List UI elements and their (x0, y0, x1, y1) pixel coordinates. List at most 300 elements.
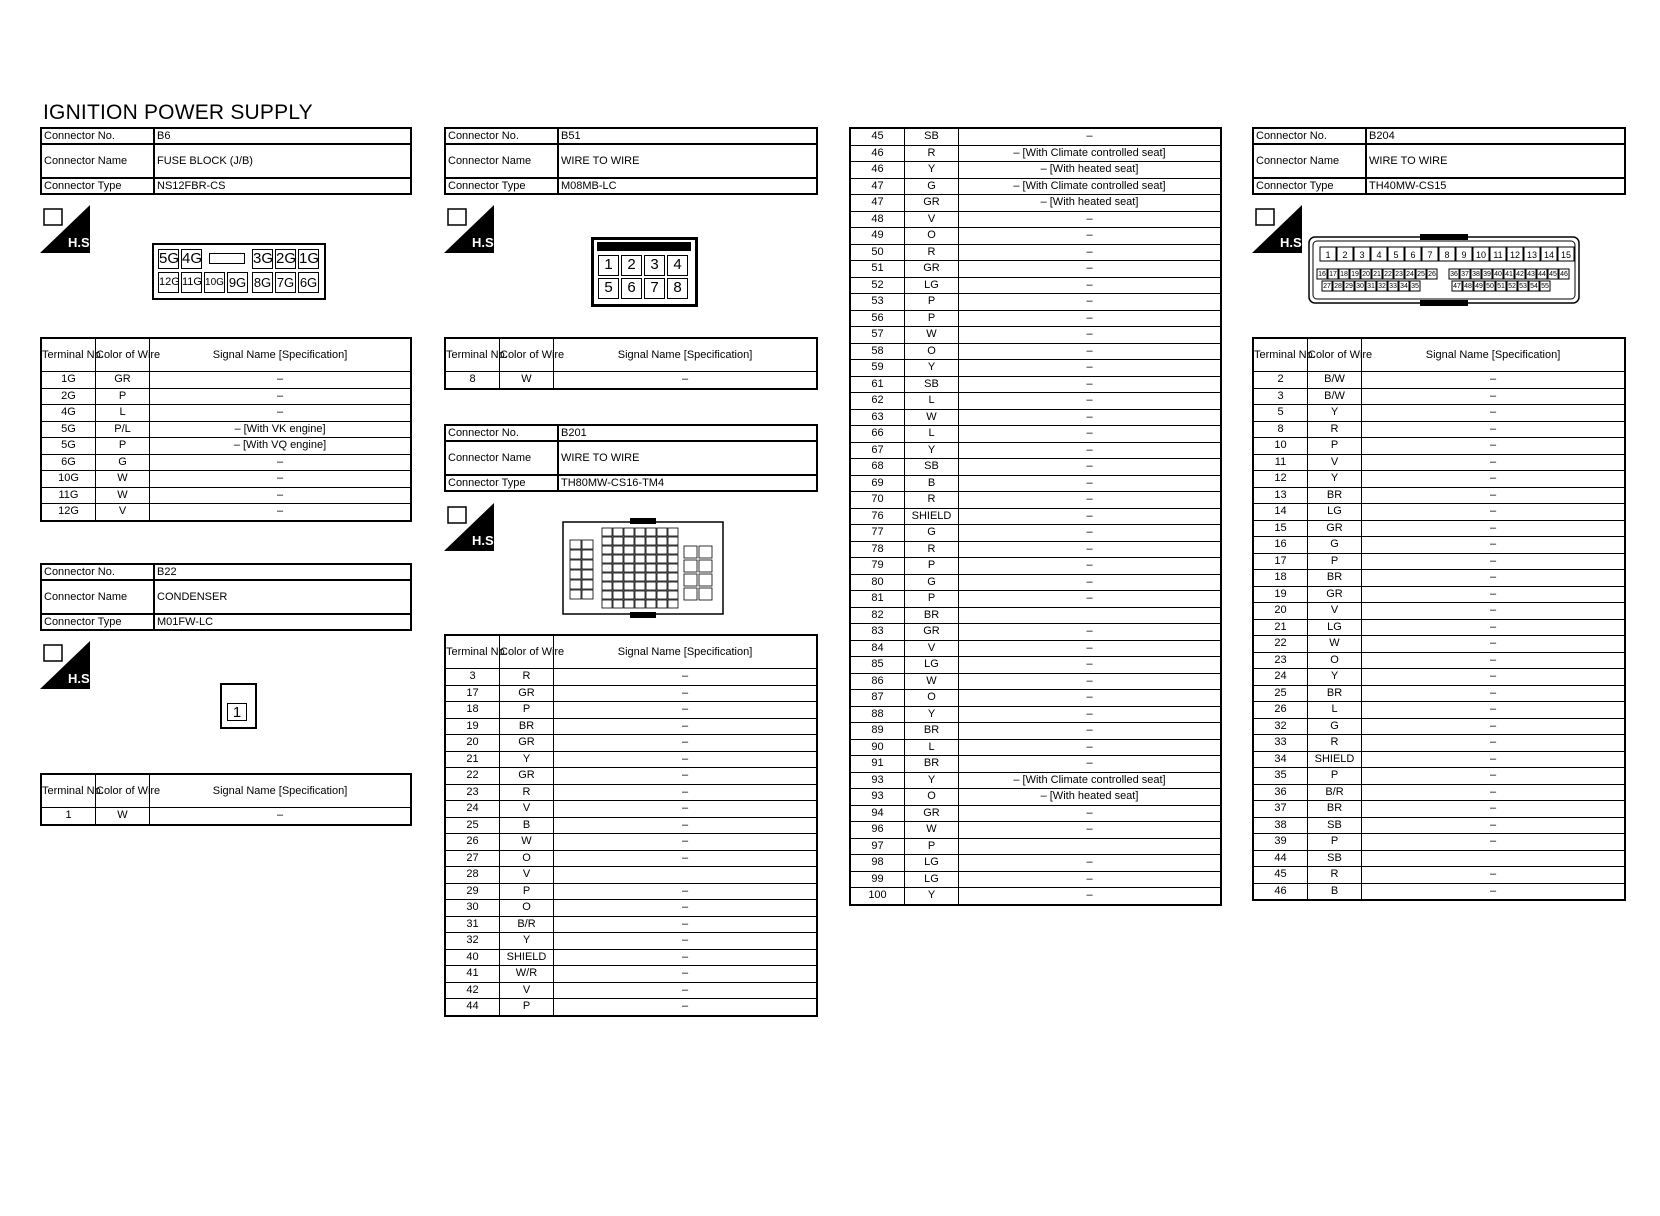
cavity (613, 564, 623, 572)
connector-name-label: Connector Name (41, 144, 154, 178)
signal-name-cell: – (1362, 504, 1626, 521)
terminal-no-cell: 61 (850, 376, 905, 393)
terminal-no-cell: 89 (850, 723, 905, 740)
signal-name-cell: – (554, 883, 818, 900)
pin-label: 23 (1395, 271, 1403, 278)
terminal-no-cell: 15 (1253, 520, 1308, 537)
signal-name-cell: – (1362, 553, 1626, 570)
table-row (445, 834, 817, 851)
pin-label: 44 (1538, 271, 1546, 278)
cavity (699, 560, 712, 572)
signal-name-cell: – (959, 459, 1222, 476)
wire-color-cell: O (500, 900, 554, 917)
wire-color-cell: GR (500, 735, 554, 752)
terminal-no-cell: 45 (1253, 867, 1308, 884)
pin-label: 28 (1334, 283, 1342, 290)
cavity (624, 555, 634, 563)
table-row (850, 376, 1221, 393)
terminal-no-header: Terminal No. (445, 338, 500, 372)
table-row (1253, 586, 1625, 603)
table-row (850, 162, 1221, 179)
cavity (582, 570, 593, 579)
table-row (1253, 751, 1625, 768)
connector-b204-info (1252, 127, 1626, 195)
table-row (850, 657, 1221, 674)
terminal-no-cell: 41 (445, 966, 500, 983)
pin-label: 47 (1453, 283, 1461, 290)
signal-name-cell: – (554, 966, 818, 983)
terminal-no-cell: 68 (850, 459, 905, 476)
signal-name-cell: – (554, 768, 818, 785)
signal-name-cell: – (959, 228, 1222, 245)
pin-label: 14 (1543, 250, 1555, 260)
cavity (570, 550, 581, 559)
signal-name-cell: – (150, 471, 412, 488)
harness-side-icon (444, 205, 498, 253)
terminal-no-cell: 2G (41, 388, 96, 405)
signal-name-cell: – (554, 801, 818, 818)
wire-color-cell: R (500, 784, 554, 801)
terminal-no-cell: 46 (1253, 883, 1308, 900)
signal-name-cell (554, 867, 818, 884)
signal-name-cell: – [With heated seat] (959, 162, 1222, 179)
cavity (635, 582, 645, 590)
signal-name-cell: – (1362, 751, 1626, 768)
cavity (668, 546, 678, 554)
pin-label: 13 (1526, 250, 1538, 260)
wire-color-cell: P (96, 388, 150, 405)
terminal-no-cell: 5 (1253, 405, 1308, 422)
wire-color-cell: B (500, 817, 554, 834)
terminal-no-cell: 80 (850, 574, 905, 591)
connector-b201-face (562, 518, 724, 618)
signal-name-cell: – (554, 817, 818, 834)
signal-name-cell: – (554, 372, 818, 389)
pin-label: 36 (1450, 271, 1458, 278)
cavity (635, 537, 645, 545)
connector-type-label: Connector Type (1253, 178, 1366, 194)
terminal-no-cell: 14 (1253, 504, 1308, 521)
terminal-no-cell: 59 (850, 360, 905, 377)
terminal-table-b51 (444, 337, 818, 390)
table-row (850, 673, 1221, 690)
signal-name-cell: – (1362, 570, 1626, 587)
pin-label: 54 (1530, 283, 1538, 290)
table-row (445, 751, 817, 768)
pin-label: 38 (1472, 271, 1480, 278)
cavity (635, 555, 645, 563)
wire-color-cell: R (905, 492, 959, 509)
terminal-no-cell: 22 (445, 768, 500, 785)
terminal-no-cell: 39 (1253, 834, 1308, 851)
wire-color-cell: Y (1308, 405, 1362, 422)
cavity (699, 546, 712, 558)
pin-label: 41 (1505, 271, 1513, 278)
connector-name-value: FUSE BLOCK (J/B) (154, 144, 411, 178)
terminal-no-cell: 12G (41, 504, 96, 521)
terminal-no-cell: 58 (850, 343, 905, 360)
terminal-no-cell: 63 (850, 409, 905, 426)
pin-label: 4G (182, 250, 203, 267)
table-row (850, 772, 1221, 789)
signal-name-cell: – (959, 690, 1222, 707)
table-row (41, 454, 411, 471)
signal-name-cell: – (1362, 801, 1626, 818)
pin-label: 52 (1508, 283, 1516, 290)
wire-color-cell: Y (1308, 471, 1362, 488)
signal-name-cell: – (959, 376, 1222, 393)
terminal-no-cell: 78 (850, 541, 905, 558)
pin-label: 7 (644, 278, 665, 299)
wire-color-cell: GR (1308, 520, 1362, 537)
pin-label: 3 (644, 255, 665, 276)
signal-header: Signal Name [Specification] (150, 338, 412, 372)
connector-type-value: NS12FBR-CS (154, 178, 411, 194)
signal-name-cell: – (1362, 652, 1626, 669)
terminal-no-cell: 51 (850, 261, 905, 278)
cavity (602, 573, 612, 581)
wire-color-cell: O (905, 228, 959, 245)
terminal-no-cell: 23 (1253, 652, 1308, 669)
table-row (850, 739, 1221, 756)
cavity (684, 560, 697, 572)
connector-no-label: Connector No. (41, 564, 154, 580)
cavity (668, 564, 678, 572)
table-row (850, 541, 1221, 558)
svg-text:H.S.: H.S. (472, 235, 498, 250)
pin-label: 2G (276, 250, 297, 267)
wire-color-cell: P (905, 558, 959, 575)
cavity (668, 537, 678, 545)
cavity (582, 560, 593, 569)
connector-no-value: B51 (558, 128, 817, 144)
wire-color-cell: B (1308, 883, 1362, 900)
signal-name-cell: – (959, 624, 1222, 641)
table-row (1253, 768, 1625, 785)
pin-label: 12 (1509, 250, 1521, 260)
wire-color-cell: P (500, 883, 554, 900)
signal-name-cell: – (150, 808, 412, 825)
table-row (1253, 520, 1625, 537)
wire-color-cell: BR (905, 723, 959, 740)
terminal-no-cell: 37 (1253, 801, 1308, 818)
signal-name-cell: – (959, 360, 1222, 377)
wire-color-cell: W (500, 372, 554, 389)
terminal-no-cell: 44 (445, 999, 500, 1016)
pin-label: 11G (181, 272, 202, 293)
table-row (850, 822, 1221, 839)
signal-name-cell: – (1362, 405, 1626, 422)
table-row (1253, 487, 1625, 504)
terminal-no-cell: 87 (850, 690, 905, 707)
wire-color-cell: R (1308, 421, 1362, 438)
table-row (445, 982, 817, 999)
terminal-no-cell: 26 (445, 834, 500, 851)
table-row (850, 244, 1221, 261)
wire-color-cell: P (96, 438, 150, 455)
svg-text:H.S.: H.S. (1280, 235, 1306, 250)
table-row (1253, 438, 1625, 455)
table-row (850, 756, 1221, 773)
signal-name-cell: – (1362, 735, 1626, 752)
wire-color-cell: SHIELD (905, 508, 959, 525)
terminal-no-cell: 40 (445, 949, 500, 966)
wire-color-cell: P (1308, 438, 1362, 455)
signal-name-cell: – (959, 657, 1222, 674)
table-row (1253, 421, 1625, 438)
terminal-no-cell: 26 (1253, 702, 1308, 719)
wire-color-cell: B/W (1308, 388, 1362, 405)
connector-name-value: WIRE TO WIRE (558, 144, 817, 178)
table-row (850, 409, 1221, 426)
wire-color-cell: SHIELD (500, 949, 554, 966)
cavity (570, 590, 581, 599)
cavity (668, 582, 678, 590)
connector-type-label: Connector Type (445, 475, 558, 491)
cavity (635, 546, 645, 554)
signal-name-cell: – (150, 405, 412, 422)
table-row (445, 949, 817, 966)
pin-label: 29 (1345, 283, 1353, 290)
cavity (635, 591, 645, 599)
cavity (635, 600, 645, 608)
signal-header: Signal Name [Specification] (150, 774, 412, 808)
table-row (445, 900, 817, 917)
pin-label: 55 (1541, 283, 1549, 290)
wire-color-cell: G (905, 178, 959, 195)
terminal-no-cell: 10 (1253, 438, 1308, 455)
cavity (602, 546, 612, 554)
table-row (445, 669, 817, 686)
connector-name-value: WIRE TO WIRE (1366, 144, 1625, 178)
table-row (1253, 652, 1625, 669)
wire-color-cell: LG (1308, 619, 1362, 636)
pin-label: 42 (1516, 271, 1524, 278)
table-row (1253, 669, 1625, 686)
connector-no-label: Connector No. (1253, 128, 1366, 144)
cavity (570, 570, 581, 579)
table-row (1253, 850, 1625, 867)
wire-color-cell: Y (905, 360, 959, 377)
signal-name-cell: – (959, 261, 1222, 278)
terminal-no-cell: 2 (1253, 372, 1308, 389)
terminal-no-cell: 85 (850, 657, 905, 674)
pin-label: 45 (1549, 271, 1557, 278)
cavity (657, 591, 667, 599)
cavity (613, 591, 623, 599)
wire-color-cell: BR (500, 718, 554, 735)
table-row (445, 685, 817, 702)
pin-label: 11 (1493, 250, 1503, 260)
harness-side-icon (1252, 205, 1306, 253)
wire-color-cell: Y (905, 442, 959, 459)
pin-label: 31 (1367, 283, 1375, 290)
table-row (850, 277, 1221, 294)
terminal-no-header: Terminal No. (41, 338, 96, 372)
terminal-no-cell: 27 (445, 850, 500, 867)
table-row (1253, 454, 1625, 471)
table-row (1253, 372, 1625, 389)
cavity (613, 573, 623, 581)
wire-color-cell: LG (1308, 504, 1362, 521)
connector-b22-info (40, 563, 412, 631)
terminal-no-cell: 53 (850, 294, 905, 311)
terminal-no-cell: 23 (445, 784, 500, 801)
cavity (613, 546, 623, 554)
signal-name-cell: – (150, 372, 412, 389)
pin-label: 7G (275, 272, 296, 293)
table-row (1253, 619, 1625, 636)
signal-name-cell: – (959, 294, 1222, 311)
terminal-no-cell: 77 (850, 525, 905, 542)
table-row (850, 426, 1221, 443)
connector-type-value: TH40MW-CS15 (1366, 178, 1625, 194)
table-row (850, 805, 1221, 822)
signal-header: Signal Name [Specification] (1362, 338, 1626, 372)
wire-color-cell: P (905, 838, 959, 855)
wire-color-cell: Y (1308, 669, 1362, 686)
pin-label: 4 (1376, 250, 1382, 260)
signal-name-cell: – (554, 702, 818, 719)
terminal-no-cell: 50 (850, 244, 905, 261)
wire-color-cell: B/W (1308, 372, 1362, 389)
pin-label: 4 (667, 255, 688, 276)
signal-name-cell: – (959, 310, 1222, 327)
signal-name-cell: – [With heated seat] (959, 789, 1222, 806)
table-row (445, 702, 817, 719)
pin-label: 6 (1410, 250, 1416, 260)
wire-color-cell: GR (1308, 586, 1362, 603)
signal-name-cell: – (554, 669, 818, 686)
signal-name-cell: – (1362, 636, 1626, 653)
pin-label: 2 (1342, 250, 1348, 260)
pin-label: 1G (299, 250, 320, 267)
cavity (657, 564, 667, 572)
pin-label: 16 (1318, 271, 1326, 278)
cavity (624, 600, 634, 608)
cavity (646, 582, 656, 590)
terminal-no-cell: 56 (850, 310, 905, 327)
terminal-table-b6 (40, 337, 412, 522)
cavity (646, 546, 656, 554)
terminal-no-cell: 32 (445, 933, 500, 950)
cavity (635, 564, 645, 572)
signal-name-cell: – (1362, 784, 1626, 801)
table-row (41, 372, 411, 389)
table-row (850, 261, 1221, 278)
svg-text:H.S.: H.S. (68, 235, 94, 250)
wire-color-cell: SB (905, 376, 959, 393)
wire-color-cell: V (500, 867, 554, 884)
cavity (613, 582, 623, 590)
pin-label: 48 (1464, 283, 1472, 290)
wire-color-cell: W (905, 673, 959, 690)
connector-b51-face (591, 237, 698, 307)
signal-name-cell: – (150, 504, 412, 521)
signal-name-cell: – (959, 244, 1222, 261)
table-row (41, 471, 411, 488)
pin-label: 33 (1389, 283, 1397, 290)
signal-name-cell: – (1362, 471, 1626, 488)
signal-name-cell: – (1362, 883, 1626, 900)
terminal-no-cell: 33 (1253, 735, 1308, 752)
terminal-no-cell: 19 (1253, 586, 1308, 603)
wire-color-cell: LG (905, 657, 959, 674)
connector-type-label: Connector Type (41, 614, 154, 630)
cavity (657, 546, 667, 554)
wire-color-cell: BR (905, 607, 959, 624)
terminal-no-cell: 88 (850, 706, 905, 723)
terminal-no-cell: 32 (1253, 718, 1308, 735)
connector-no-label: Connector No. (41, 128, 154, 144)
wire-color-cell: L (905, 393, 959, 410)
connector-no-label: Connector No. (445, 128, 558, 144)
wire-color-cell: GR (905, 624, 959, 641)
cavity (657, 600, 667, 608)
terminal-no-cell: 34 (1253, 751, 1308, 768)
pin-label: 32 (1378, 283, 1386, 290)
signal-name-cell: – (1362, 702, 1626, 719)
table-row (850, 706, 1221, 723)
signal-name-cell: – (959, 541, 1222, 558)
wire-color-cell: SHIELD (1308, 751, 1362, 768)
terminal-no-cell: 18 (1253, 570, 1308, 587)
terminal-no-cell: 57 (850, 327, 905, 344)
pin-label: 39 (1483, 271, 1491, 278)
signal-name-cell: – [With heated seat] (959, 195, 1222, 212)
signal-name-cell: – (554, 982, 818, 999)
wire-color-cell: L (1308, 702, 1362, 719)
signal-name-cell: – (959, 888, 1222, 905)
cavity (602, 600, 612, 608)
wire-color-cell: P/L (96, 421, 150, 438)
cavity (684, 588, 697, 600)
wire-color-cell: Y (500, 751, 554, 768)
pin-label: 5 (598, 278, 619, 299)
wire-color-cell: BR (1308, 801, 1362, 818)
cavity (582, 550, 593, 559)
wire-color-cell: P (500, 999, 554, 1016)
terminal-no-cell: 97 (850, 838, 905, 855)
terminal-no-cell: 81 (850, 591, 905, 608)
cavity (582, 540, 593, 549)
terminal-no-cell: 100 (850, 888, 905, 905)
terminal-no-cell: 31 (445, 916, 500, 933)
pin-label: 49 (1475, 283, 1483, 290)
terminal-no-cell: 25 (1253, 685, 1308, 702)
pin-label: 10G (204, 272, 225, 293)
terminal-no-cell: 96 (850, 822, 905, 839)
table-row (850, 591, 1221, 608)
table-row (1253, 883, 1625, 900)
signal-name-cell: – (959, 723, 1222, 740)
terminal-no-cell: 21 (1253, 619, 1308, 636)
cavity (684, 574, 697, 586)
wire-color-cell: V (1308, 454, 1362, 471)
table-row (445, 372, 817, 389)
wire-color-cell: P (905, 591, 959, 608)
wire-color-cell: SB (1308, 850, 1362, 867)
table-row (1253, 570, 1625, 587)
terminal-no-cell: 47 (850, 195, 905, 212)
connector-no-value: B201 (558, 425, 817, 441)
pin-label: 8 (1444, 250, 1450, 260)
terminal-no-header: Terminal No. (445, 635, 500, 669)
table-row (1253, 504, 1625, 521)
terminal-table-b201 (444, 634, 818, 1017)
cavity (613, 600, 623, 608)
table-row (445, 768, 817, 785)
